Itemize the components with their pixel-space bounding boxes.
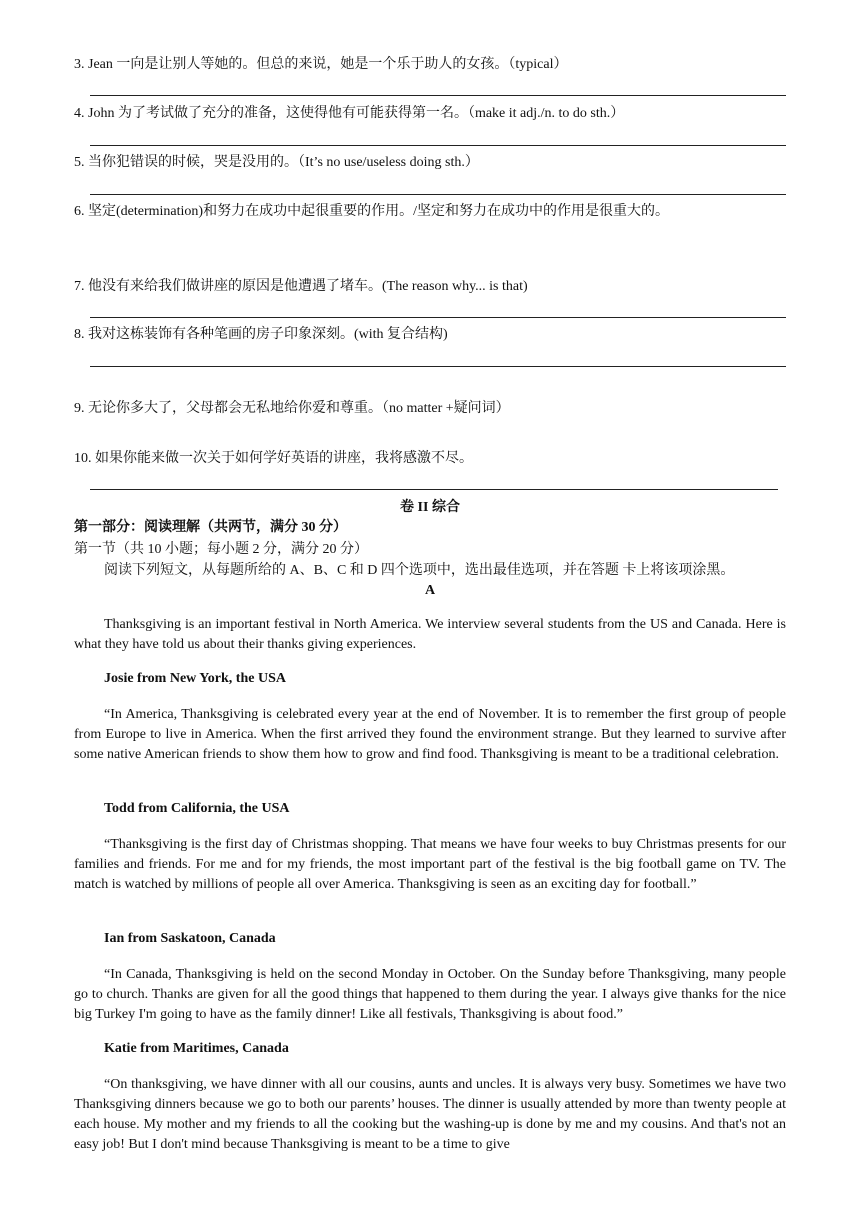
section-title: 卷 II 综合 [400,500,460,515]
question-4: 4. John 为了考试做了充分的准备，这使得他有可能获得第一名。（make it adj./n. to do sth.） [74,106,625,121]
answer-line-7[interactable] [90,317,786,318]
question-5: 5. 当你犯错误的时候，哭是没用的。（It’s no use/useless doing sth.） [74,155,479,170]
passage-label: A [424,583,436,598]
answer-line-4[interactable] [90,145,786,146]
question-9: 9. 无论你多大了，父母都会无私地给你爱和尊重。（no matter +疑问词） [74,401,510,416]
speaker-name: Ian from Saskatoon, Canada [104,931,276,946]
question-7: 7. 他没有来给我们做讲座的原因是他遭遇了堵车。(The reason why... is that) [74,279,528,294]
question-8: 8. 我对这栋装饰有各种笔画的房子印象深刻。(with 复合结构) [74,327,448,342]
speaker-quote: “In Canada, Thanksgiving is held on the second Monday in October. On the Sunday before Thanksgiving, many people go to church. Thanks are given for all the good things that happened to them during the year. I always give thanks for the nice big Turkey I'm going to have as the family dinner! Like all festivals, Thanksgiving is about food.” [74,967,786,1022]
question-10: 10. 如果你能来做一次关于如何学好英语的讲座，我将感激不尽。 [74,451,473,466]
speaker-name: Katie from Maritimes, Canada [104,1041,289,1056]
part-subheading: 第一节（共 10 小题；每小题 2 分，满分 20 分） [74,542,368,557]
speaker-quote: “Thanksgiving is the first day of Christmas shopping. That means we have four weeks to buy Christmas presents for our families and friends. For me and for my friends, the most important part of the festival is the big football game on TV. The match is watched by millions of people all over America. Thanksgiving is seen as an exciting day for football.” [74,837,786,892]
part-heading: 第一部分：阅读理解（共两节，满分 30 分） [74,520,347,535]
answer-line-5[interactable] [90,194,786,195]
speaker-name: Josie from New York, the USA [104,671,286,686]
question-6: 6. 坚定(determination)和努力在成功中起很重要的作用。/坚定和努力在成功中的作用是很重大的。 [74,204,669,219]
speaker-quote: “In America, Thanksgiving is celebrated every year at the end of November. It is to remember the first group of people from Europe to live in America. When the first arrived they found the environment strange. But they learned to survive after some native American friends to show them how to grow and find food. Thanksgiving is meant to be a traditional celebration. [74,707,786,762]
speaker-name: Todd from California, the USA [104,801,290,816]
answer-line-3[interactable] [90,95,786,96]
answer-line-8[interactable] [90,366,786,367]
passage-intro: Thanksgiving is an important festival in North America. We interview several students from the US and Canada. Here is what they have told us about their thanks giving experiences. [74,617,786,652]
question-3: 3. Jean 一向是让别人等她的。但总的来说，她是一个乐于助人的女孩。（typical） [74,57,568,72]
answer-line-10[interactable] [90,489,778,490]
instructions: 阅读下列短文，从每题所给的 A、B、C 和 D 四个选项中，选出最佳选项，并在答题 卡上将该项涂黑。 [104,563,735,578]
speaker-quote: “On thanksgiving, we have dinner with all our cousins, aunts and uncles. It is always very busy. Sometimes we have two Thanksgiving dinners because we go to both our parents’ houses. The dinner is usually attended by more than twenty people at each house. My mother and my friends to all the cooking but the washing-up is done by me and my cousins. And that's not an easy job! But I don't mind because Thanksgiving is meant to be a time to give [74,1077,786,1152]
